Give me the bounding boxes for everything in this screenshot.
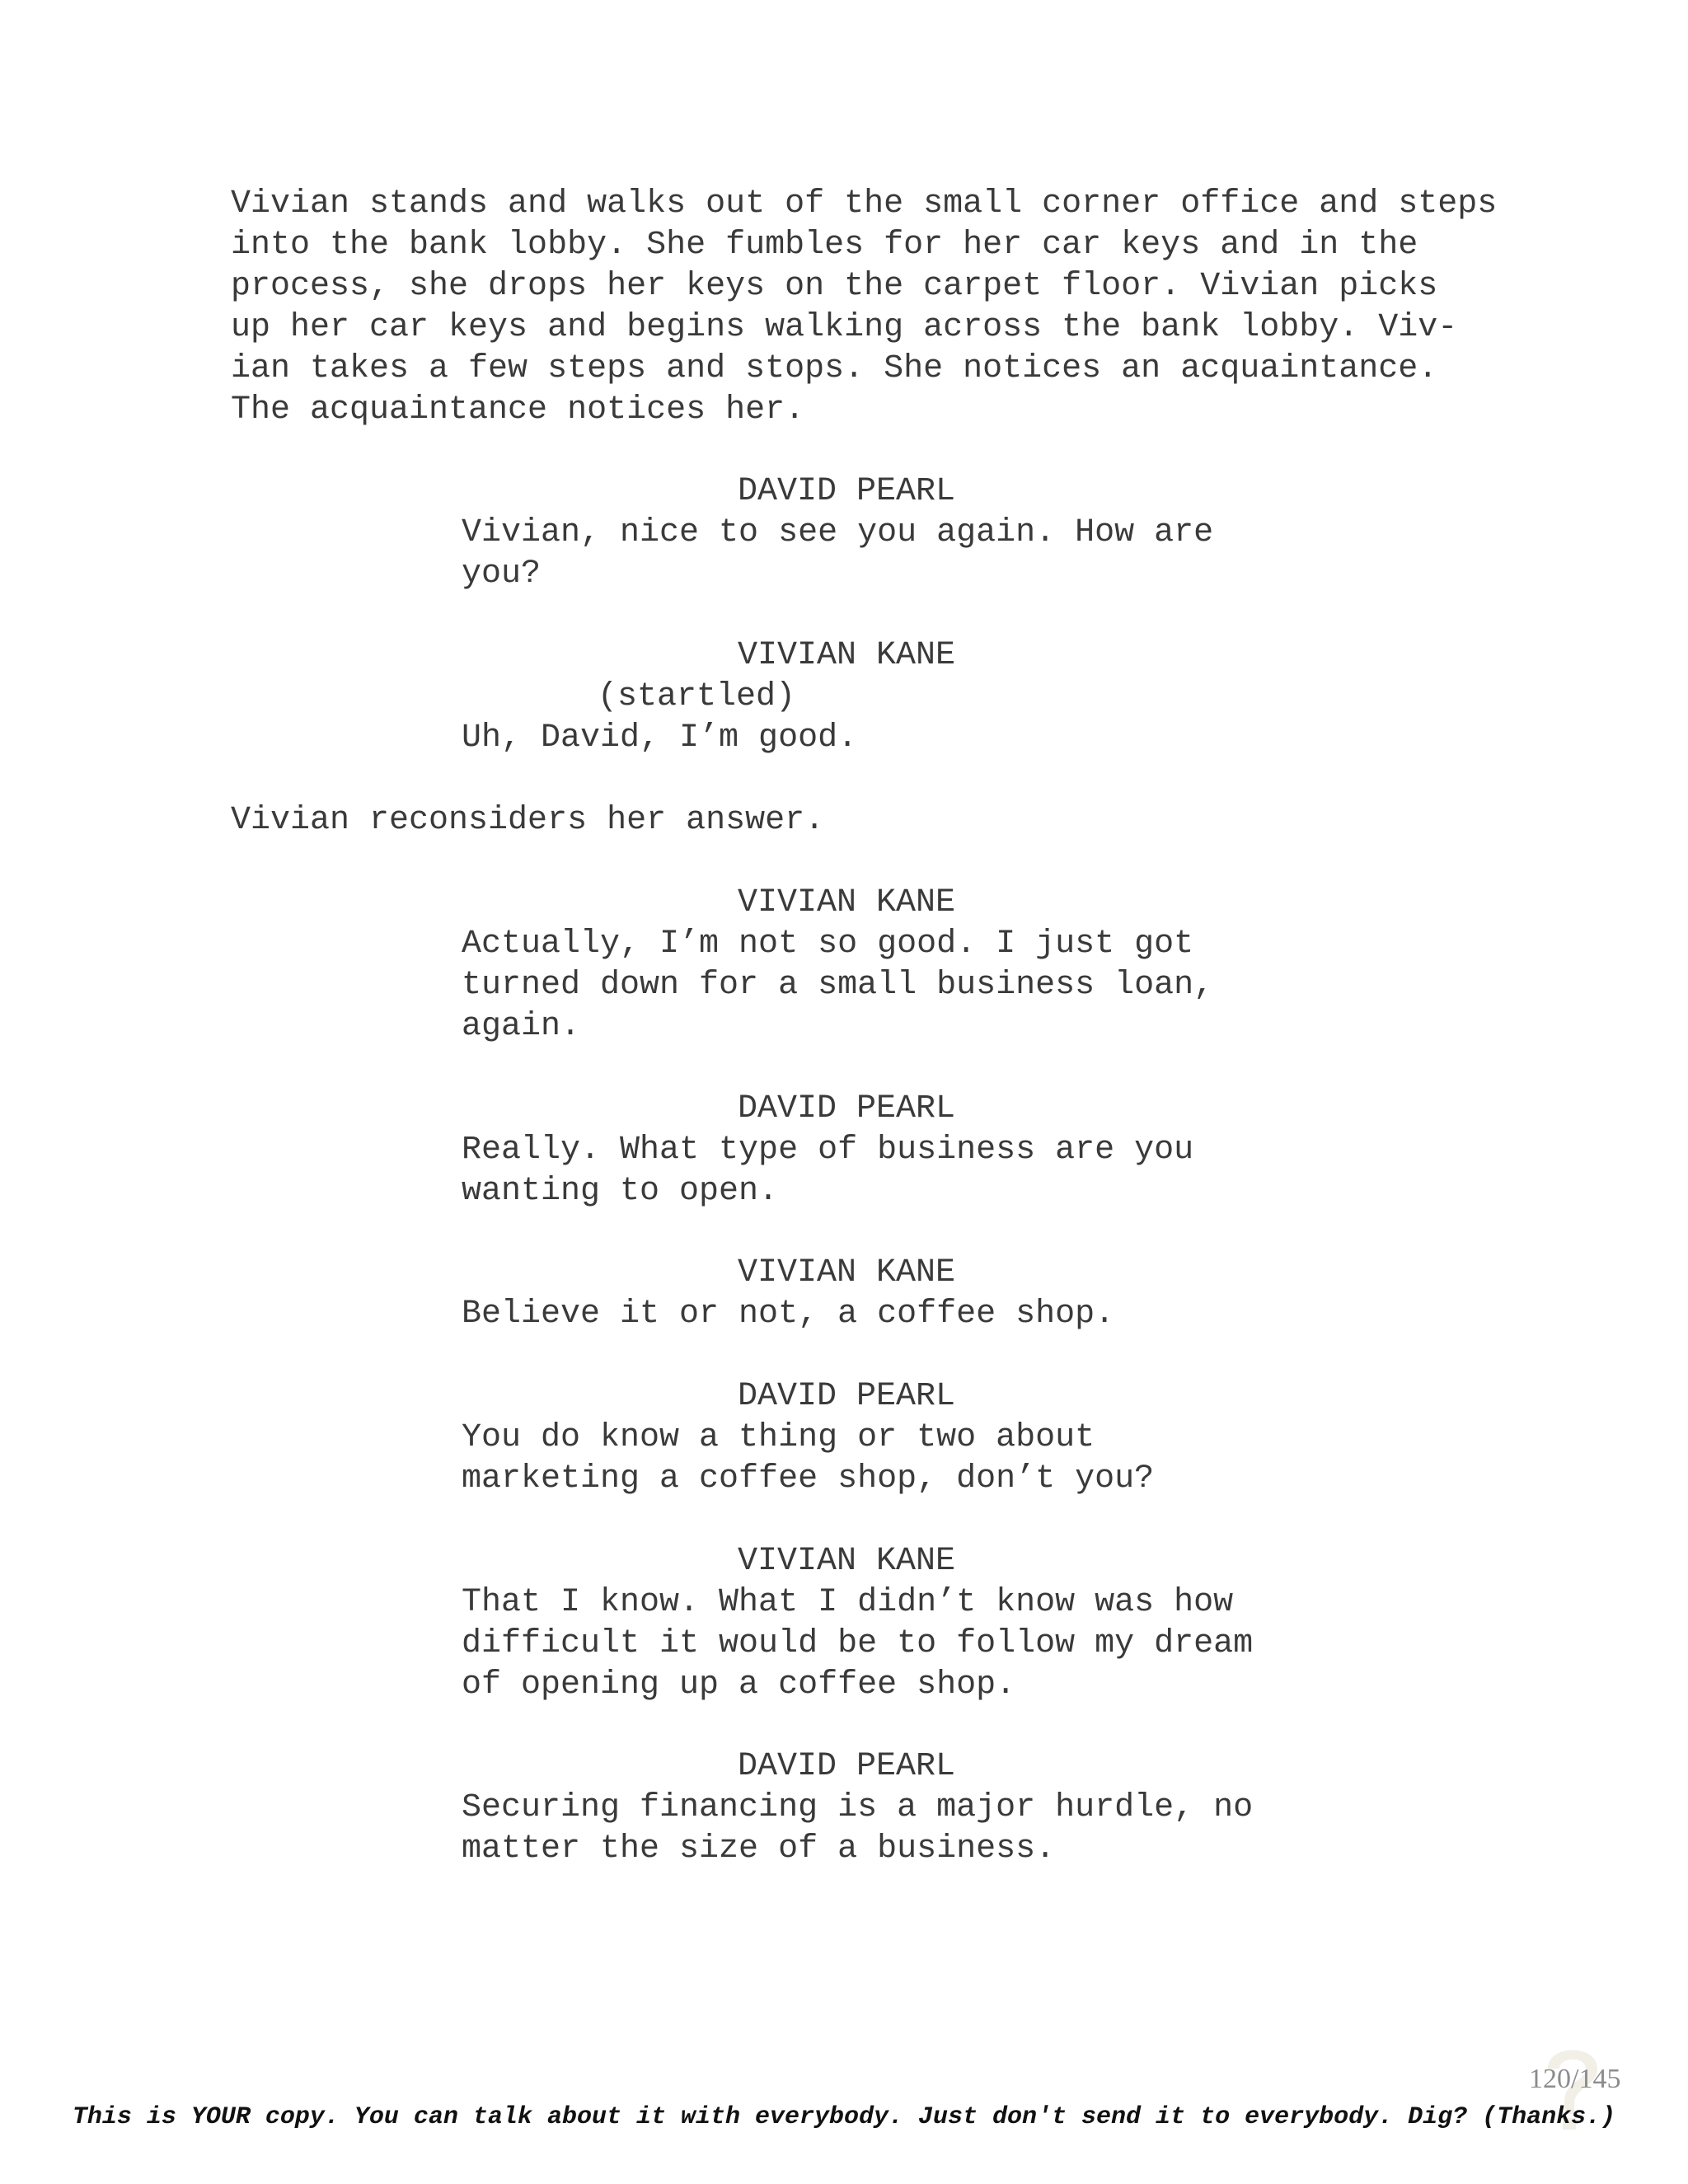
dialogue: Vivian, nice to see you again. How are you?	[462, 514, 1214, 593]
dialogue: Securing financing is a major hurdle, no matter the size of a business.	[462, 1789, 1254, 1868]
dialogue: You do know a thing or two about marketing a coffee shop, don’t you?	[462, 1419, 1155, 1497]
parenthetical: (startled)	[598, 678, 796, 715]
character-name: DAVID PEARL	[738, 473, 956, 510]
dialogue: Actually, I’m not so good. I just got turned down for a small business loan, again.	[462, 926, 1214, 1045]
character-name: DAVID PEARL	[738, 1378, 956, 1415]
page-number: 120/145	[1529, 2064, 1621, 2094]
dialogue: Believe it or not, a coffee shop.	[462, 1296, 1115, 1333]
dialogue: Really. What type of business are you wanting to open.	[462, 1132, 1194, 1210]
dialogue: Uh, David, I’m good.	[462, 719, 858, 757]
action-paragraph: Vivian reconsiders her answer.	[231, 802, 825, 839]
character-name: VIVIAN KANE	[738, 884, 956, 921]
action-paragraph: Vivian stands and walks out of the small corner office and steps into the bank lobby. She fumbles for her car keys and in the process, she drops her keys on the carpet floor. Vivian picks up her car keys and begins walking across the bank lobby. Viv- ian takes a few steps and stops. She notices an acquaintance. The acquaintance notices her.	[231, 185, 1498, 429]
character-name: DAVID PEARL	[738, 1748, 956, 1785]
character-name: DAVID PEARL	[738, 1090, 956, 1127]
character-name: VIVIAN KANE	[738, 1254, 956, 1291]
dialogue: That I know. What I didn’t know was how difficult it would be to follow my dream of opening up a coffee shop.	[462, 1584, 1254, 1704]
character-name: VIVIAN KANE	[738, 1543, 956, 1580]
footer-note: This is YOUR copy. You can talk about it with everybody. Just don't send it to everybody. Dig? (Thanks.)	[72, 2103, 1616, 2131]
character-name: VIVIAN KANE	[738, 637, 956, 674]
